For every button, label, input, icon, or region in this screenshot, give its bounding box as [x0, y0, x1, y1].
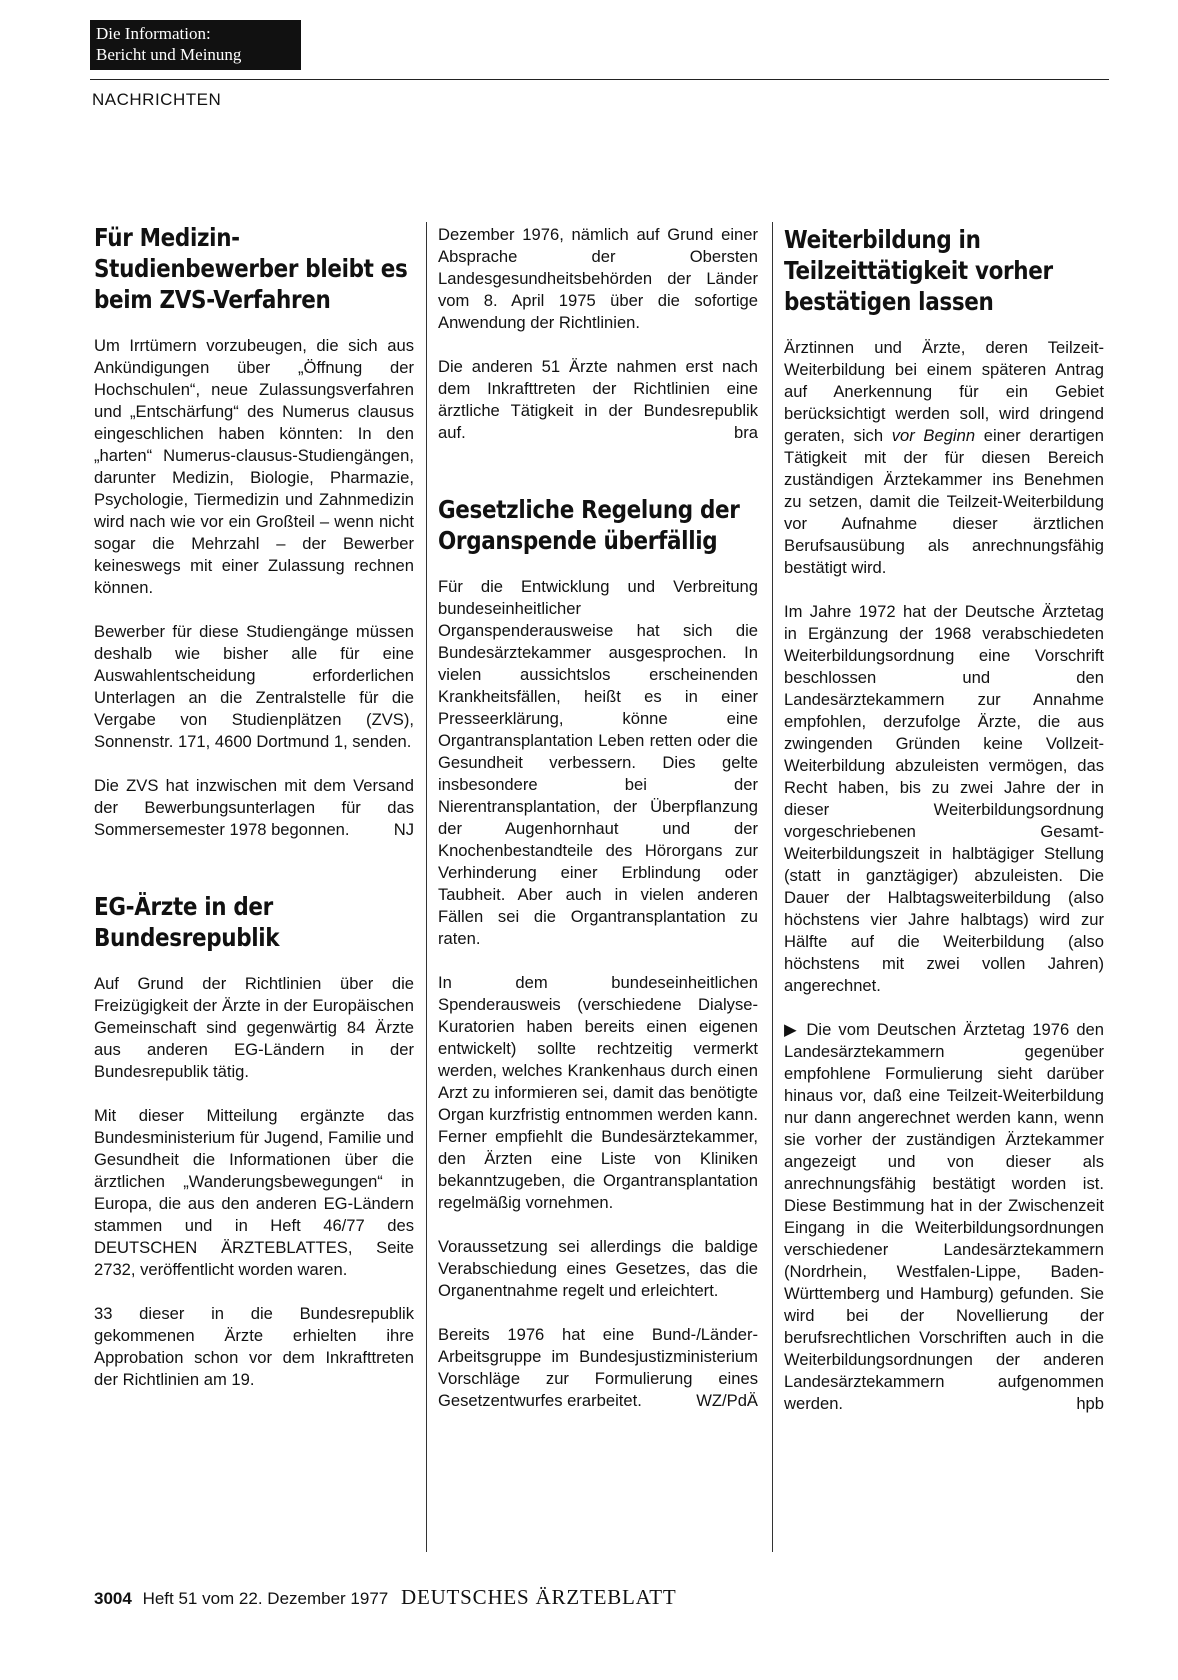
paragraph-text: Die anderen 51 Ärzte nahmen erst nach dem Inkrafttreten der Richtlinien eine ärztliche Tätigkeit in der Bundesrepublik auf. [438, 357, 758, 442]
paragraph: Um Irrtümern vorzubeugen, die sich aus Ankündigungen über „Öffnung der Hochschulen“, neue Zulassungsverfahren und „Entschärfung“ des Numerus clausus eingeschlichen haben könnten: In den „harten“ Numerus-clausus-Studiengängen, darunter Medizin, Biologie, Pharmazie, Psychologie, Tiermedizin und Zahnmedizin wird nach wie vor ein Großteil – wenn nicht sogar die Mehrzahl – der Bewerber keineswegs mit einer Zulassung rechnen können. [94, 336, 414, 597]
column-divider-1 [426, 222, 427, 1552]
paragraph [784, 337, 1104, 579]
paragraph: Auf Grund der Richtlinien über die Freizügigkeit der Ärzte in der Europäischen Gemeinschaft sind gegenwärtig 84 Ärzte aus anderen EG-Ländern in der Bundesrepublik tätig. [94, 974, 414, 1081]
paragraph: Im Jahre 1972 hat der Deutsche Ärztetag in Ergänzung der 1968 verabschiedeten Weiterbildungsordnung eine Vorschrift beschlossen und den Landesärztekammern zur Annahme empfohlen, derzufolge Ärzte, die aus zwingenden Gründen keine Vollzeit-Weiterbildung abzuleisten vermögen, das Recht haben, bis zu zwei Jahre der in dieser Weiterbildungsordnung vorgeschriebenen Gesamt-Weiterbildungszeit in halbtägiger Stellung (statt in ganztägiger) abzuleisten. Die Dauer der Halbtagsweiterbildung (also höchstens vier Jahre halbtags) wird zur Hälfte auf die Weiterbildung (also höchstens mit zwei vollen Jahren) angerechnet. [784, 602, 1104, 995]
headline-zvs: Für Medizin-Studienbewerber bleibt es beim ZVS-Verfahren [94, 223, 408, 314]
author-initials: NJ [393, 820, 414, 839]
author-initials: bra [734, 423, 758, 442]
paragraph-text: Die ZVS hat inzwischen mit dem Versand der Bewerbungsunterlagen für das Sommersemester 1978 begonnen. [94, 776, 414, 839]
column-divider-2 [772, 222, 773, 1552]
section-badge [90, 20, 301, 70]
paragraph-text: Bereits 1976 hat eine Bund-/Länder-Arbeitsgruppe im Bundesjustizministerium Vorschläge zur Formulierung eines Gesetzentwurfes erarbeitet. [438, 1325, 758, 1410]
headline-eg-aerzte: EG-Ärzte in der Bundesrepublik [94, 892, 280, 952]
paragraph-text: einer derartigen Tätigkeit mit der für diesen Bereich zuständigen Ärztekammer ins Benehmen zu setzen, damit die Teilzeit-Weiterbildung vor Aufnahme dieser ärztlichen Berufsausübung als anrechnungsfähig bestätigt wird. [784, 426, 1104, 577]
paragraph-text: Die vom Deutschen Ärztetag 1976 den Landesärztekammern gegenüber empfohlene Formulierung sieht darüber hinaus vor, daß eine Teilzeit-Weiterbildung nur dann angerechnet werden kann, wenn sie vorher der zuständigen Ärztekammer angezeigt und von dieser als anrechnungsfähig bestätigt worden ist. Diese Bestimmung hat in der Zwischenzeit Eingang in die Weiterbildungsordnungen verschiedener Landesärztekammern (Nordrhein, Westfalen-Lippe, Baden-Württemberg und Hamburg) gefunden. Sie wird bei der Novellierung der berufsrechtlichen Vorschriften auch in die Weiterbildungsordnungen der anderen Landesärztekammern aufgenommen werden. [784, 1020, 1104, 1413]
section-label: NACHRICHTEN [92, 90, 222, 109]
headline-weiterbildung: Weiterbildung in Teilzeittätigkeit vorher bestätigen lassen [784, 225, 1053, 316]
paragraph: In dem bundeseinheitlichen Spenderausweis (verschiedene Dialyse-Kuratorien haben bereits einen eigenen entwickelt) sollte rechtzeitig vermerkt werden, welches Krankenhaus durch einen Arzt zu informieren sei, damit das benötigte Organ kurzfristig entnommen werden kann. Ferner empfiehlt die Bundesärztekammer, den Ärzten eine Liste von Kliniken bekanntzugeben, die Organtransplantation regelmäßig vornehmen. [438, 973, 758, 1212]
paragraph [438, 1324, 758, 1412]
triangle-bullet-icon: ▶ [784, 1020, 800, 1039]
emphasis: vor Beginn [891, 426, 976, 445]
author-initials: hpb [1076, 1394, 1104, 1413]
paragraph: Voraussetzung sei allerdings die baldige Verabschiedung eines Gesetzes, das die Organentnahme regelt und erleichtert. [438, 1237, 758, 1300]
paragraph: Bewerber für diese Studiengänge müssen deshalb wie bisher alle für eine Auswahlentscheidung erforderlichen Unterlagen an die Zentralstelle für die Vergabe von Studienplätzen (ZVS), Sonnenstr. 171, 4600 Dortmund 1, senden. [94, 622, 414, 751]
paragraph [438, 356, 758, 444]
paragraph: Dezember 1976, nämlich auf Grund einer Absprache der Obersten Landesgesundheitsbehörden der Länder vom 8. April 1975 über die sofortige Anwendung der Richtlinien. [438, 225, 758, 332]
paragraph-text: Ärztinnen und Ärzte, deren Teilzeit-Weiterbildung bei einem späteren Antrag auf Anerkennung für ein Gebiet berücksichtigt werden soll, wird dringend geraten, sich [784, 338, 1104, 445]
paragraph: Mit dieser Mitteilung ergänzte das Bundesministerium für Jugend, Familie und Gesundheit die Informationen über die ärztlichen „Wanderungsbewegungen“ in Europa, die aus den anderen EG-Ländern stammen und in Heft 46/77 des DEUTSCHEN ÄRZTEBLATTES, Seite 2732, veröffentlicht worden waren. [94, 1106, 414, 1279]
paragraph: Für die Entwicklung und Verbreitung bundeseinheitlicher Organspenderausweise hat sich die Bundesärztekammer ausgesprochen. In vielen aussichtslos erscheinenden Krankheitsfällen, heißt es in einer Presseerklärung, könne eine Organtransplantation Leben retten oder die Gesundheit verbessern. Dies gelte insbesondere bei der Nierentransplantation, der Überpflanzung der Augenhornhaut und der Knochenbestandteile des Hörorgans zur Verhinderung einer Erblindung oder Taubheit. Aber auch in vielen anderen Fällen sei die Organtransplantation zu raten. [438, 577, 758, 948]
headline-organspende: Gesetzliche Regelung der Organspende überfällig [438, 495, 740, 555]
column-3 [784, 224, 1104, 1437]
issue-info: Heft 51 vom 22. Dezember 1977 [142, 1589, 389, 1608]
paragraph: 33 dieser in die Bundesrepublik gekommenen Ärzte erhielten ihre Approbation schon vor dem Inkrafttreten der Richtlinien am 19. [94, 1304, 414, 1389]
header-rule [90, 79, 1109, 80]
paragraph [94, 775, 414, 841]
column-2 [438, 224, 758, 1434]
page-number: 3004 [94, 1589, 132, 1608]
page-footer [94, 1585, 677, 1610]
badge-line-1: Die Information: [96, 24, 211, 43]
column-1 [94, 222, 414, 1413]
author-initials: WZ/PdÄ [696, 1391, 758, 1410]
journal-name: DEUTSCHES ÄRZTEBLATT [400, 1585, 677, 1609]
badge-line-2: Bericht und Meinung [96, 45, 242, 64]
paragraph [784, 1019, 1104, 1415]
